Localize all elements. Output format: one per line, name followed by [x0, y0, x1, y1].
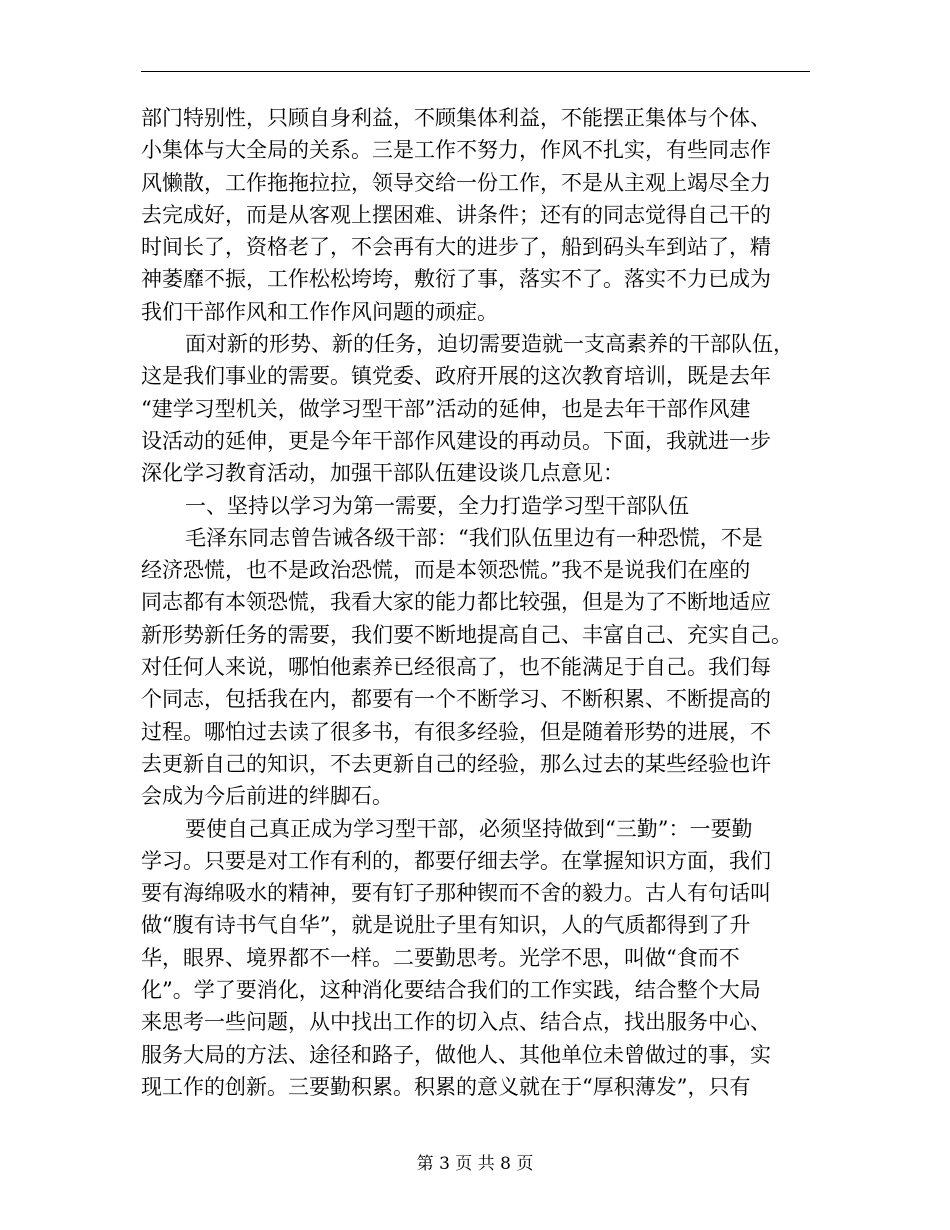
- text-line: 深化学习教育活动，加强干部队伍建设谈几点意见：: [141, 461, 624, 486]
- text-line: 华，眼界、境界都不一样。二要勤思考。光学不思，叫做“食而不: [141, 945, 740, 970]
- text-line: 化”。学了要消化，这种消化要结合我们的工作实践，结合整个大局: [141, 978, 761, 1003]
- text-line: 做“腹有诗书气自华”，就是说肚子里有知识，人的气质都得到了升: [141, 913, 751, 938]
- text-line: 新形势新任务的需要，我们要不断地提高自己、丰富自己、充实自己。: [141, 622, 792, 647]
- text-line: 服务大局的方法、途径和路子，做他人、其他单位未曾做过的事，实: [141, 1042, 771, 1067]
- text-line: 毛泽东同志曾告诫各级干部：“我们队伍里边有一种恐慌，不是: [185, 525, 763, 550]
- text-line: “建学习型机关，做学习型干部”活动的延伸，也是去年干部作风建: [141, 396, 751, 421]
- text-line: 要有海绵吸水的精神，要有钉子那种锲而不舍的毅力。古人有句话叫: [141, 881, 771, 906]
- text-line: 一、坚持以学习为第一需要，全力打造学习型干部队伍: [185, 493, 689, 518]
- text-line: 这是我们事业的需要。镇党委、政府开展的这次教育培训，既是去年: [141, 364, 771, 389]
- page-footer: [0, 1152, 950, 1176]
- text-line: 小集体与大全局的关系。三是工作不努力，作风不扎实，有些同志作: [141, 138, 771, 163]
- text-line: 现工作的创新。三要勤积累。积累的意义就在于“厚积薄发”，只有: [141, 1074, 751, 1099]
- text-line: 去更新自己的知识，不去更新自己的经验，那么过去的某些经验也许: [141, 751, 771, 776]
- text-line: 时间长了，资格老了，不会再有大的进步了，船到码头车到站了，精: [141, 235, 771, 260]
- text-line: 来思考一些问题，从中找出工作的切入点、结合点，找出服务中心、: [141, 1010, 771, 1035]
- page-number-label: 第 3 页 共 8 页: [416, 1154, 534, 1174]
- text-line: 风懒散，工作拖拖拉拉，领导交给一份工作，不是从主观上竭尽全力: [141, 170, 771, 195]
- text-line: 要使自己真正成为学习型干部，必须坚持做到“三勤”：一要勤: [185, 816, 753, 841]
- text-line: 我们干部作风和工作作风问题的顽症。: [141, 299, 498, 324]
- text-line: 学习。只要是对工作有利的，都要仔细去学。在掌握知识方面，我们: [141, 848, 771, 873]
- text-line: 去完成好，而是从客观上摆困难、讲条件；还有的同志觉得自己干的: [141, 202, 771, 227]
- text-line: 对任何人来说，哪怕他素养已经很高了，也不能满足于自己。我们每: [141, 655, 771, 680]
- header-rule: [141, 71, 810, 72]
- text-line: 设活动的延伸，更是今年干部作风建设的再动员。下面，我就进一步: [141, 428, 771, 453]
- document-body: [141, 102, 813, 1103]
- text-line: 面对新的形势、新的任务，迫切需要造就一支高素养的干部队伍，: [185, 332, 794, 357]
- text-line: 个同志，包括我在内，都要有一个不断学习、不断积累、不断提高的: [141, 687, 771, 712]
- text-line: 部门特别性，只顾自身利益，不顾集体利益，不能摆正集体与个体、: [141, 106, 771, 130]
- text-line: 会成为今后前进的绊脚石。: [141, 784, 393, 809]
- text-line: 同志都有本领恐慌，我看大家的能力都比较强，但是为了不断地适应: [141, 590, 771, 615]
- text-line: 神萎靡不振，工作松松垮垮，敷衍了事，落实不了。落实不力已成为: [141, 267, 771, 292]
- text-line: 过程。哪怕过去读了很多书，有很多经验，但是随着形势的进展，不: [141, 719, 771, 744]
- text-line: 经济恐慌，也不是政治恐慌，而是本领恐慌。”我不是说我们在座的: [141, 558, 751, 583]
